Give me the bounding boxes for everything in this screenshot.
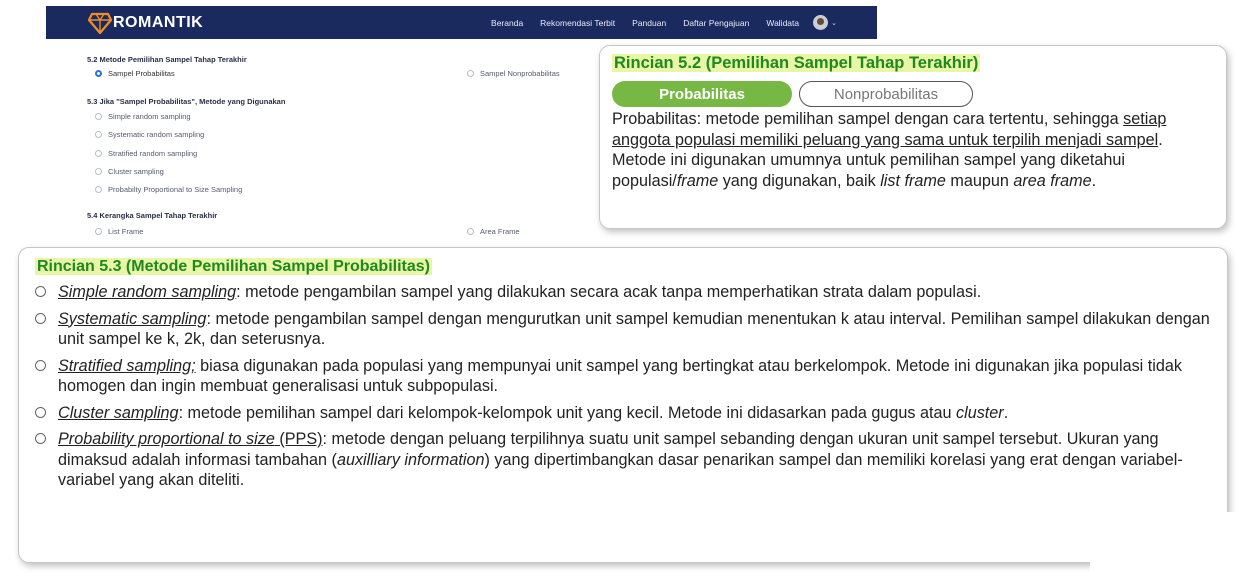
card-rincian-5-2 <box>599 45 1227 229</box>
radio[interactable] <box>95 150 102 157</box>
option-simple-random[interactable]: Simple random sampling <box>95 112 191 121</box>
radio-icon <box>35 286 46 297</box>
pill-nonprobabilitas[interactable]: Nonprobabilitas <box>799 81 973 107</box>
q52-title: 5.2 Metode Pemilihan Sampel Tahap Terakhir <box>87 55 247 64</box>
blank-area <box>1090 512 1237 576</box>
radio[interactable] <box>467 228 474 235</box>
option-systematic-random[interactable]: Systematic random sampling <box>95 130 204 139</box>
nav-walidata[interactable]: Walidata <box>766 17 800 28</box>
card-5-3-title: Rincian 5.3 (Metode Pemilihan Sampel Probabilitas) <box>37 258 430 275</box>
card-rincian-5-3 <box>18 247 1228 563</box>
nav-rekomendasi-terbit[interactable]: Rekomendasi Terbit <box>540 17 616 28</box>
nav-daftar-pengajuan[interactable]: Daftar Pengajuan <box>683 17 750 28</box>
list-item-stratified: Stratified sampling; biasa digunakan pada populasi yang mempunyai unit sampel yang bertingkat atau berkelompok. Metode ini digunakan jika populasi tidak homogen dan ingin membuat generalisasi untuk subpopulasi. <box>35 356 1211 397</box>
survey-form <box>0 0 600 245</box>
pill-probabilitas[interactable]: Probabilitas <box>612 81 792 107</box>
option-list-frame[interactable]: List Frame <box>95 227 143 236</box>
option-sampel-probabilitas[interactable]: Sampel Probabilitas <box>95 69 175 78</box>
radio[interactable] <box>95 168 102 175</box>
user-avatar[interactable] <box>813 15 828 30</box>
option-stratified-random[interactable]: Stratified random sampling <box>95 149 197 158</box>
radio-icon <box>35 360 46 371</box>
brand-name: ROMANTIK <box>113 13 204 31</box>
radio[interactable] <box>95 113 102 120</box>
nav-panduan[interactable]: Panduan <box>632 17 667 28</box>
list-item-systematic: Systematic sampling: metode pengambilan sampel dengan mengurutkan unit sampel kemudian menentukan k atau interval. Pemilihan sampel dilakukan dengan unit sampel ke k, 2k, dan seterusnya. <box>35 309 1211 350</box>
card-5-2-description: Probabilitas: metode pemilihan sampel dengan cara tertentu, sehingga setiap anggota populasi memiliki peluang yang sama untuk terpilih menjadi sampel. Metode ini digunakan umumnya untuk pemilihan sampel yang diketahui populasi/frame yang digunakan, baik list frame maupun area frame. <box>612 110 1167 190</box>
radio-selected[interactable] <box>95 70 102 77</box>
radio[interactable] <box>95 228 102 235</box>
radio[interactable] <box>95 186 102 193</box>
radio[interactable] <box>467 70 474 77</box>
option-pps[interactable]: Probabilty Proportional to Size Sampling <box>95 185 242 194</box>
radio-icon <box>35 313 46 324</box>
option-cluster[interactable]: Cluster sampling <box>95 167 164 176</box>
option-sampel-nonprobabilitas[interactable]: Sampel Nonprobabilitas <box>467 69 560 78</box>
nav-beranda[interactable]: Beranda <box>491 17 524 28</box>
list-item-pps: Probability proportional to size (PPS): metode dengan peluang terpilihnya suatu unit sampel sebanding dengan ukuran unit sampel tersebut. Ukuran yang dimaksud adalah informasi tambahan (auxilliary information) yang dipertimbangkan dasar penarikan sampel dan memiliki korelasi yang erat dengan variabel-variabel yang akan diteliti. <box>35 429 1211 491</box>
radio[interactable] <box>95 131 102 138</box>
chevron-down-icon[interactable]: ⌄ <box>831 19 837 27</box>
list-item-cluster: Cluster sampling: metode pemilihan sampel dari kelompok-kelompok unit yang kecil. Metode ini didasarkan pada gugus atau cluster. <box>35 403 1211 424</box>
card-5-2-title: Rincian 5.2 (Pemilihan Sampel Tahap Terakhir) <box>614 54 979 72</box>
option-area-frame[interactable]: Area Frame <box>467 227 520 236</box>
q53-title: 5.3 Jika "Sampel Probabilitas", Metode yang Digunakan <box>87 97 286 106</box>
radio-icon <box>35 433 46 444</box>
q54-title: 5.4 Kerangka Sampel Tahap Terakhir <box>87 211 218 220</box>
radio-icon <box>35 407 46 418</box>
list-item-simple-random: Simple random sampling: metode pengambilan sampel yang dilakukan secara acak tanpa memperhatikan strata dalam populasi. <box>35 282 1211 303</box>
